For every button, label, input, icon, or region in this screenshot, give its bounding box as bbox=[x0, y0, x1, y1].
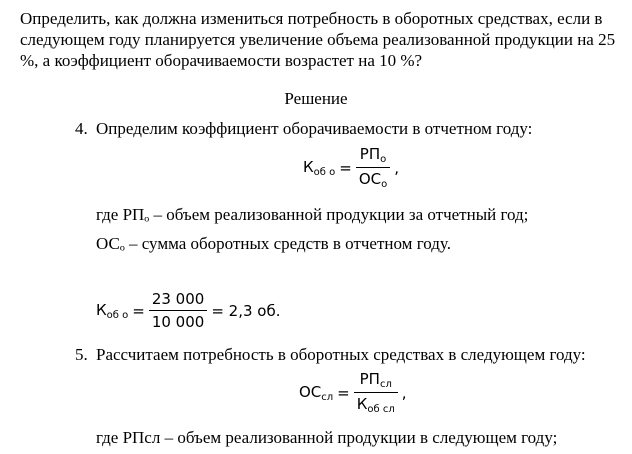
step-4-number: 4. bbox=[75, 119, 88, 138]
calc-fraction: $\frac{23 000}{10 000}$ bbox=[149, 290, 208, 331]
equals-sign: = bbox=[337, 383, 350, 402]
formula-lhs: $К_{об о}$ bbox=[303, 157, 336, 178]
fraction: $\frac{РП_{сл}}{К_{об сл}}$ bbox=[354, 370, 398, 415]
step-5-number: 5. bbox=[75, 345, 88, 364]
step-4-text: Определим коэффициент оборачиваемости в отчетном году: bbox=[96, 119, 533, 138]
formula-turnover-ratio bbox=[303, 145, 399, 190]
step-5-text: Рассчитаем потребность в оборотных средствах в следующем году: bbox=[96, 345, 586, 364]
equals-sign: = bbox=[339, 158, 352, 177]
fraction: $\frac{РП_о}{ОС_о}$ bbox=[356, 145, 390, 190]
where-line-2: ОСₒ – сумма оборотных средств в отчетном году. bbox=[96, 234, 451, 253]
where-line-3: где РПсл – объем реализованной продукции в следующем году; bbox=[96, 428, 558, 447]
calc-result: = 2,3 об. bbox=[211, 301, 281, 320]
solution-heading: Решение bbox=[284, 89, 348, 108]
calc-lhs: $К_{об о}$ bbox=[96, 300, 129, 321]
formula-lhs: $ОС_{сл}$ bbox=[299, 382, 334, 403]
problem-statement: Определить, как должна измениться потребность в оборотных средствах, если в следующем году планируется увеличение объема реализованной продукции на 25 %, а коэффициент оборачиваемости возрастет на 10 %? bbox=[20, 9, 616, 70]
formula-comma: , bbox=[394, 158, 400, 177]
formula-comma: , bbox=[401, 383, 407, 402]
where-line-1: где РПₒ – объем реализованной продукции за отчетный год; bbox=[96, 205, 529, 224]
equals-sign: = bbox=[132, 301, 145, 320]
calc-turnover-ratio bbox=[96, 290, 280, 331]
formula-working-capital bbox=[299, 370, 407, 415]
